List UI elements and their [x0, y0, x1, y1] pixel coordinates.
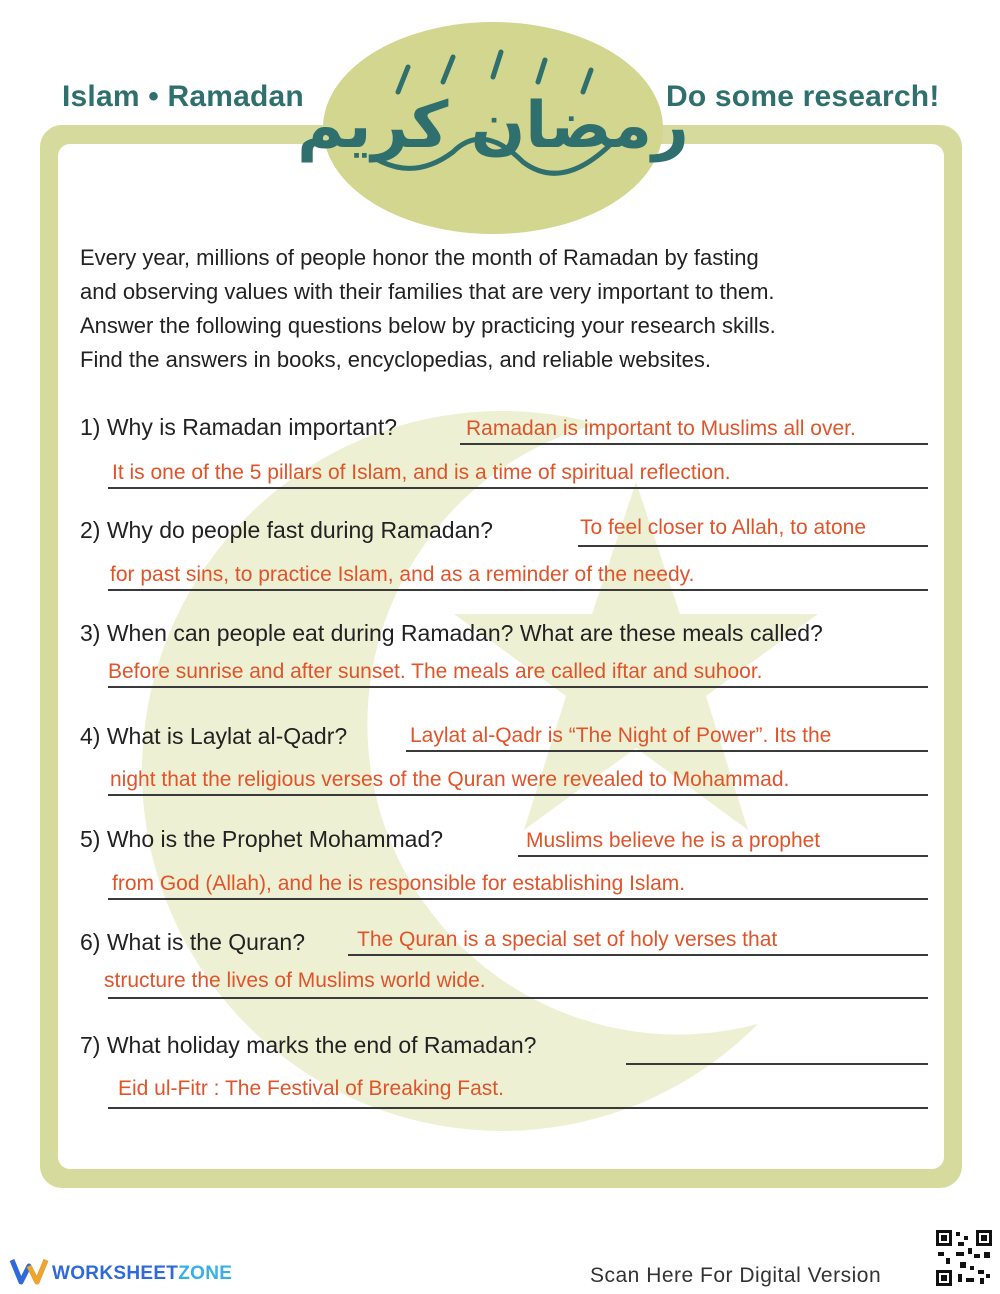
answer-1b: It is one of the 5 pillars of Islam, and is a time of spiritual reflection.: [112, 461, 731, 484]
answer-line: [518, 855, 928, 857]
answer-7: Eid ul-Fitr : The Festival of Breaking Fast.: [118, 1077, 504, 1100]
answer-4b: night that the religious verses of the Quran were revealed to Mohammad.: [110, 768, 790, 791]
worksheet-subject-title: Islam • Ramadan: [62, 80, 304, 113]
ramadan-kareem-calligraphy: رمضان كريم: [297, 89, 689, 163]
answer-6a: The Quran is a special set of holy verses that: [357, 928, 778, 951]
answer-line: [108, 997, 928, 999]
worksheetzone-brand: [52, 1263, 232, 1285]
answer-5a: Muslims believe he is a prophet: [526, 829, 821, 852]
answer-4a: Laylat al-Qadr is “The Night of Power”. Its the: [410, 724, 832, 747]
worksheetzone-logo-icon: [10, 1256, 48, 1286]
intro-line: Every year, millions of people honor the month of Ramadan by fasting: [80, 245, 759, 270]
answer-line: [578, 545, 928, 547]
answer-2a: To feel closer to Allah, to atone: [580, 516, 867, 539]
answer-line: [108, 487, 928, 489]
intro-line: and observing values with their families that are very important to them.: [80, 279, 775, 304]
answer-line: [108, 898, 928, 900]
question-6: 6) What is the Quran?: [80, 929, 305, 955]
question-1: 1) Why is Ramadan important?: [80, 414, 398, 440]
question-4: 4) What is Laylat al-Qadr?: [80, 723, 348, 749]
brand-part-1: WORKSHEET: [52, 1263, 179, 1284]
answer-6b: structure the lives of Muslims world wide.: [104, 969, 486, 992]
scan-instruction: Scan Here For Digital Version: [590, 1264, 882, 1287]
ramadan-kareem-emblem: [297, 22, 689, 234]
answer-line: [348, 954, 928, 956]
answer-1a: Ramadan is important to Muslims all over.: [466, 417, 856, 440]
answer-line: [626, 1063, 928, 1065]
brand-part-2: ZONE: [178, 1263, 233, 1284]
answer-3a: Before sunrise and after sunset. The meals are called iftar and suhoor.: [108, 660, 763, 683]
question-3: 3) When can people eat during Ramadan? What are these meals called?: [80, 620, 823, 646]
question-2: 2) Why do people fast during Ramadan?: [80, 517, 493, 543]
answer-5b: from God (Allah), and he is responsible for establishing Islam.: [112, 872, 686, 895]
intro-line: Find the answers in books, encyclopedias, and reliable websites.: [80, 347, 712, 372]
answer-line: [406, 750, 928, 752]
qr-code-icon[interactable]: [934, 1228, 994, 1288]
answer-line: [460, 443, 928, 445]
worksheet-instruction-title: Do some research!: [666, 80, 940, 113]
intro-paragraph: [80, 241, 950, 377]
answer-line: [108, 794, 928, 796]
answer-2b: for past sins, to practice Islam, and as a reminder of the needy.: [110, 563, 695, 586]
question-7: 7) What holiday marks the end of Ramadan?: [80, 1032, 537, 1058]
question-5: 5) Who is the Prophet Mohammad?: [80, 826, 444, 852]
answer-line: [108, 589, 928, 591]
intro-line: Answer the following questions below by practicing your research skills.: [80, 313, 776, 338]
answer-line: [108, 1107, 928, 1109]
answer-line: [108, 686, 928, 688]
